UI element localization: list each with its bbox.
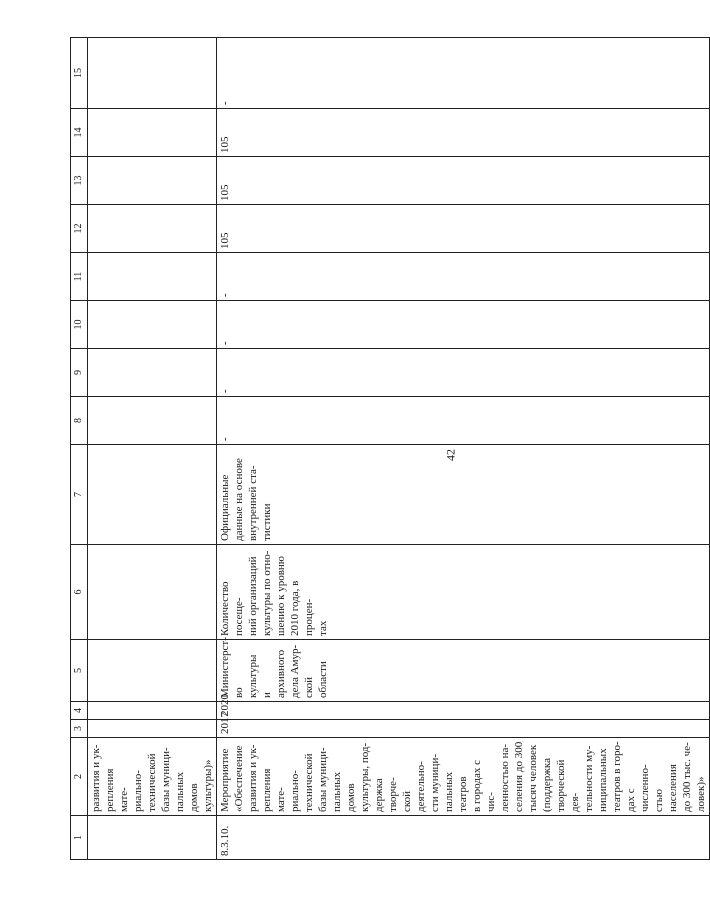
executor-text: Министерст- во культуры и архивного дела Амур- ской области <box>219 637 329 698</box>
cell-value-9: - <box>217 349 710 397</box>
col-number: 13 <box>71 157 88 205</box>
cell-empty <box>88 720 217 738</box>
document-rotated-content <box>70 38 707 860</box>
page-number: 42 <box>443 449 458 461</box>
indicator-text: Количество посеще- ний организаций культуры по отно- шению к уровню 2010 года, в процен- тах <box>219 550 329 636</box>
cell-measure-name <box>217 738 710 816</box>
cell-empty <box>88 253 217 301</box>
column-number-row <box>71 38 88 860</box>
col-number: 2 <box>71 738 88 816</box>
cell-value-10: - <box>217 301 710 349</box>
col-number: 10 <box>71 301 88 349</box>
cell-empty <box>88 157 217 205</box>
col-number: 4 <box>71 702 88 720</box>
cell-empty <box>88 545 217 640</box>
cell-empty <box>88 205 217 253</box>
cell-empty <box>88 38 217 109</box>
col-number: 14 <box>71 109 88 157</box>
col-number: 8 <box>71 397 88 445</box>
col-number: 5 <box>71 640 88 702</box>
cell-empty <box>88 301 217 349</box>
cell-continuation-name <box>88 738 217 816</box>
cell-value-13: 105 <box>217 157 710 205</box>
source-text: Официальные данные на основе внутренней ста- тистики <box>219 458 273 541</box>
measure-name-text: Мероприятие «Обеспечение развития и ук- репления мате- риально- технической базы муници- пальных домов культуры, под- держка творче- ской деятельно- сти муници- пальных театров в городах с чис- ленностью на- селения до 300 тысяч человек (поддержка творческой дея- тельности му- ниципальных театров в горо- дах с численно- стью населения до 300 тыс. че- ловек)» <box>219 741 707 812</box>
col-number: 9 <box>71 349 88 397</box>
continuation-row <box>88 38 217 860</box>
cell-empty <box>88 397 217 445</box>
cell-empty <box>88 445 217 545</box>
cell-value-8: - <box>217 397 710 445</box>
cell-empty <box>88 816 217 860</box>
measures-table <box>70 37 710 860</box>
cell-indicator <box>217 545 710 640</box>
col-number: 11 <box>71 253 88 301</box>
cell-measure-number: 8.3.10. <box>217 816 710 860</box>
col-number: 7 <box>71 445 88 545</box>
cell-empty <box>88 349 217 397</box>
cell-value-11: - <box>217 253 710 301</box>
col-number: 15 <box>71 38 88 109</box>
cell-value-12: 105 <box>217 205 710 253</box>
cell-end-year: 2020 <box>217 702 710 720</box>
col-number: 3 <box>71 720 88 738</box>
col-number: 1 <box>71 816 88 860</box>
continuation-text: развития и ук- репления мате- риально- технической базы муници- пальных домов культуры)» <box>90 744 214 812</box>
cell-empty <box>88 109 217 157</box>
cell-value-14: 105 <box>217 109 710 157</box>
cell-value-15: - <box>217 38 710 109</box>
col-number: 6 <box>71 545 88 640</box>
cell-empty <box>88 640 217 702</box>
col-number: 12 <box>71 205 88 253</box>
cell-empty <box>88 702 217 720</box>
cell-start-year: 2017 <box>217 720 710 738</box>
measure-row <box>217 38 710 860</box>
cell-executor <box>217 637 710 702</box>
cell-source <box>217 445 710 545</box>
